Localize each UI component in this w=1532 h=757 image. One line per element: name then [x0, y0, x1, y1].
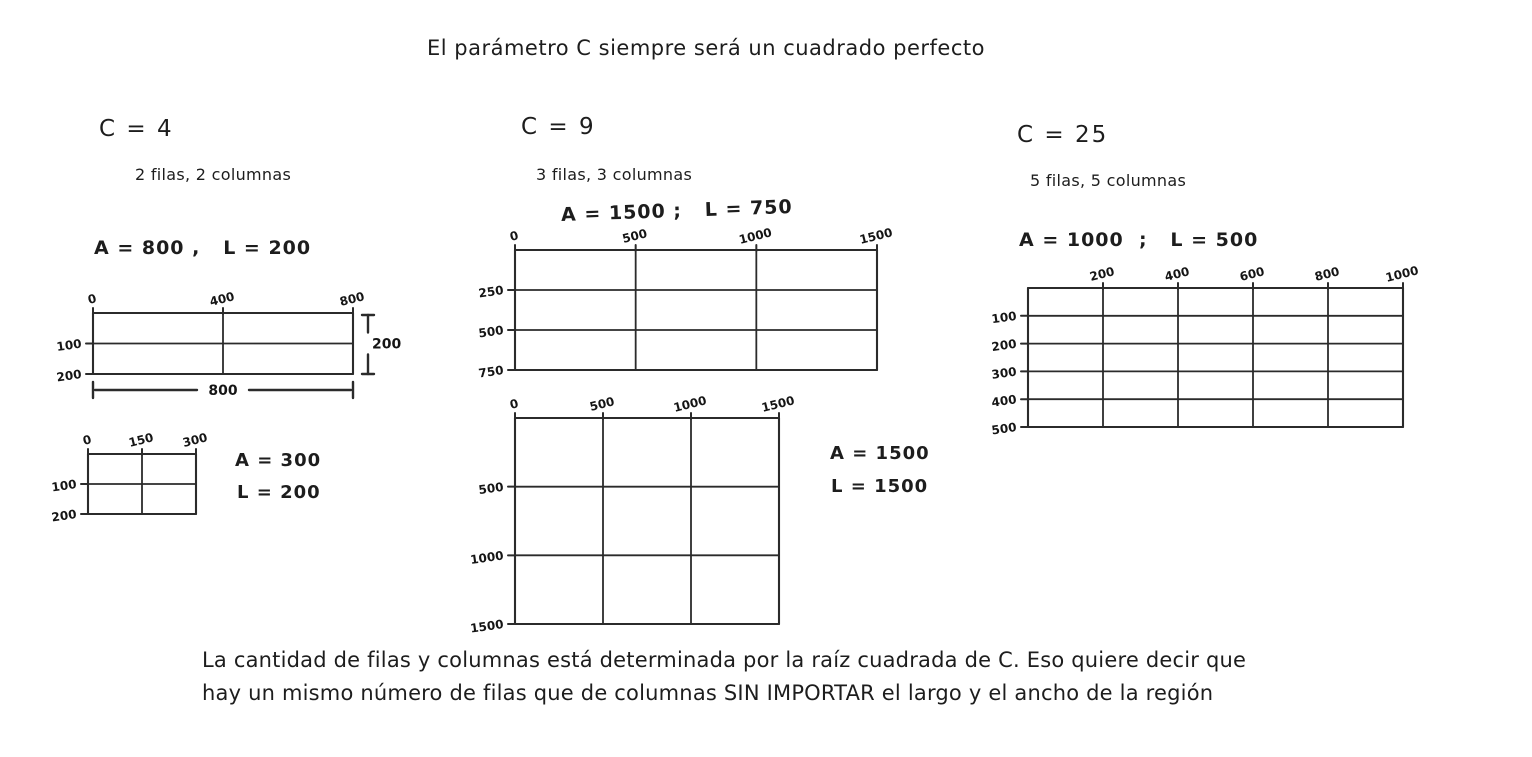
- y-tick-label: 200: [50, 507, 78, 525]
- page-title: El parámetro C siempre será un cuadrado perfecto: [427, 36, 985, 60]
- caption-line-2: hay un mismo número de filas que de columnas SIN IMPORTAR el largo y el ancho de la región: [202, 681, 1214, 705]
- y-tick-label: 100: [55, 336, 83, 354]
- example-c4-params: A = 800 , L = 200: [94, 237, 312, 259]
- grid-c25-drawing: [966, 256, 1456, 436]
- y-tick-label: 100: [50, 477, 78, 495]
- y-tick-label: 500: [990, 420, 1018, 438]
- example-c25-subheading: 5 filas, 5 columnas: [1030, 171, 1187, 190]
- x-tick-label: 200: [1088, 264, 1116, 284]
- y-tick-label: 750: [477, 363, 505, 381]
- x-tick-label: 1500: [858, 225, 894, 247]
- x-tick-label: 600: [1238, 264, 1266, 284]
- y-tick-label: 500: [477, 323, 505, 341]
- x-tick-label: 300: [181, 430, 209, 450]
- example-c9-params: A = 1500 ; L = 750: [560, 195, 794, 227]
- y-tick-label: 100: [990, 308, 1018, 327]
- x-tick-label: 0: [86, 291, 98, 307]
- grid-c4-main-drawing: [38, 285, 430, 410]
- grid-c9-square: [457, 392, 802, 636]
- grid-c9-wide-drawing: [460, 218, 900, 381]
- example-c25-heading: C = 25: [1017, 122, 1109, 148]
- bottom-dimension-label: 800: [208, 383, 238, 399]
- x-tick-label: 400: [208, 289, 236, 309]
- x-tick-label: 1000: [1384, 263, 1420, 285]
- grid-c9-wide: [460, 218, 900, 381]
- grid-c4-small-length-label: L = 200: [237, 482, 321, 503]
- example-c9-subheading: 3 filas, 3 columnas: [536, 165, 693, 184]
- x-tick-label: 1500: [760, 393, 796, 415]
- caption: [202, 644, 1246, 710]
- example-c4-subheading: 2 filas, 2 columnas: [135, 165, 292, 184]
- grid-c4-small-area-label: A = 300: [235, 450, 322, 471]
- grid-c4-main: [38, 285, 430, 410]
- x-tick-label: 400: [1163, 264, 1191, 284]
- y-tick-label: 250: [477, 283, 505, 301]
- grid-c9-square-area-label: A = 1500: [830, 443, 930, 464]
- example-c25-params: A = 1000 ; L = 500: [1019, 229, 1259, 251]
- x-tick-label: 0: [508, 228, 520, 244]
- grid-c9-square-length-label: L = 1500: [831, 476, 929, 497]
- grid-c4-small: [50, 424, 228, 529]
- y-tick-label: 400: [990, 392, 1018, 410]
- x-tick-label: 0: [81, 432, 93, 448]
- grid-c4-small-drawing: [50, 424, 228, 529]
- x-tick-label: 500: [588, 394, 616, 414]
- x-tick-label: 1000: [672, 393, 708, 415]
- grid-c9-square-drawing: [457, 392, 802, 636]
- y-tick-label: 200: [55, 367, 83, 385]
- x-tick-label: 500: [620, 226, 649, 246]
- x-tick-label: 150: [127, 430, 155, 450]
- caption-line-1: La cantidad de filas y columnas está determinada por la raíz cuadrada de C. Eso quiere decir que: [202, 648, 1247, 672]
- grid-c25: [966, 256, 1456, 436]
- x-tick-label: 800: [1313, 264, 1341, 284]
- example-c4-heading: C = 4: [99, 116, 174, 142]
- y-tick-label: 200: [990, 336, 1018, 355]
- y-tick-label: 300: [990, 364, 1018, 382]
- x-tick-label: 1000: [737, 225, 774, 247]
- y-tick-label: 1500: [469, 617, 505, 636]
- example-c9-heading: C = 9: [521, 114, 596, 140]
- y-tick-label: 1000: [469, 548, 505, 567]
- y-tick-label: 500: [477, 479, 505, 498]
- x-tick-label: 800: [338, 289, 366, 309]
- x-tick-label: 0: [508, 396, 520, 412]
- right-dimension-label: 200: [372, 336, 402, 353]
